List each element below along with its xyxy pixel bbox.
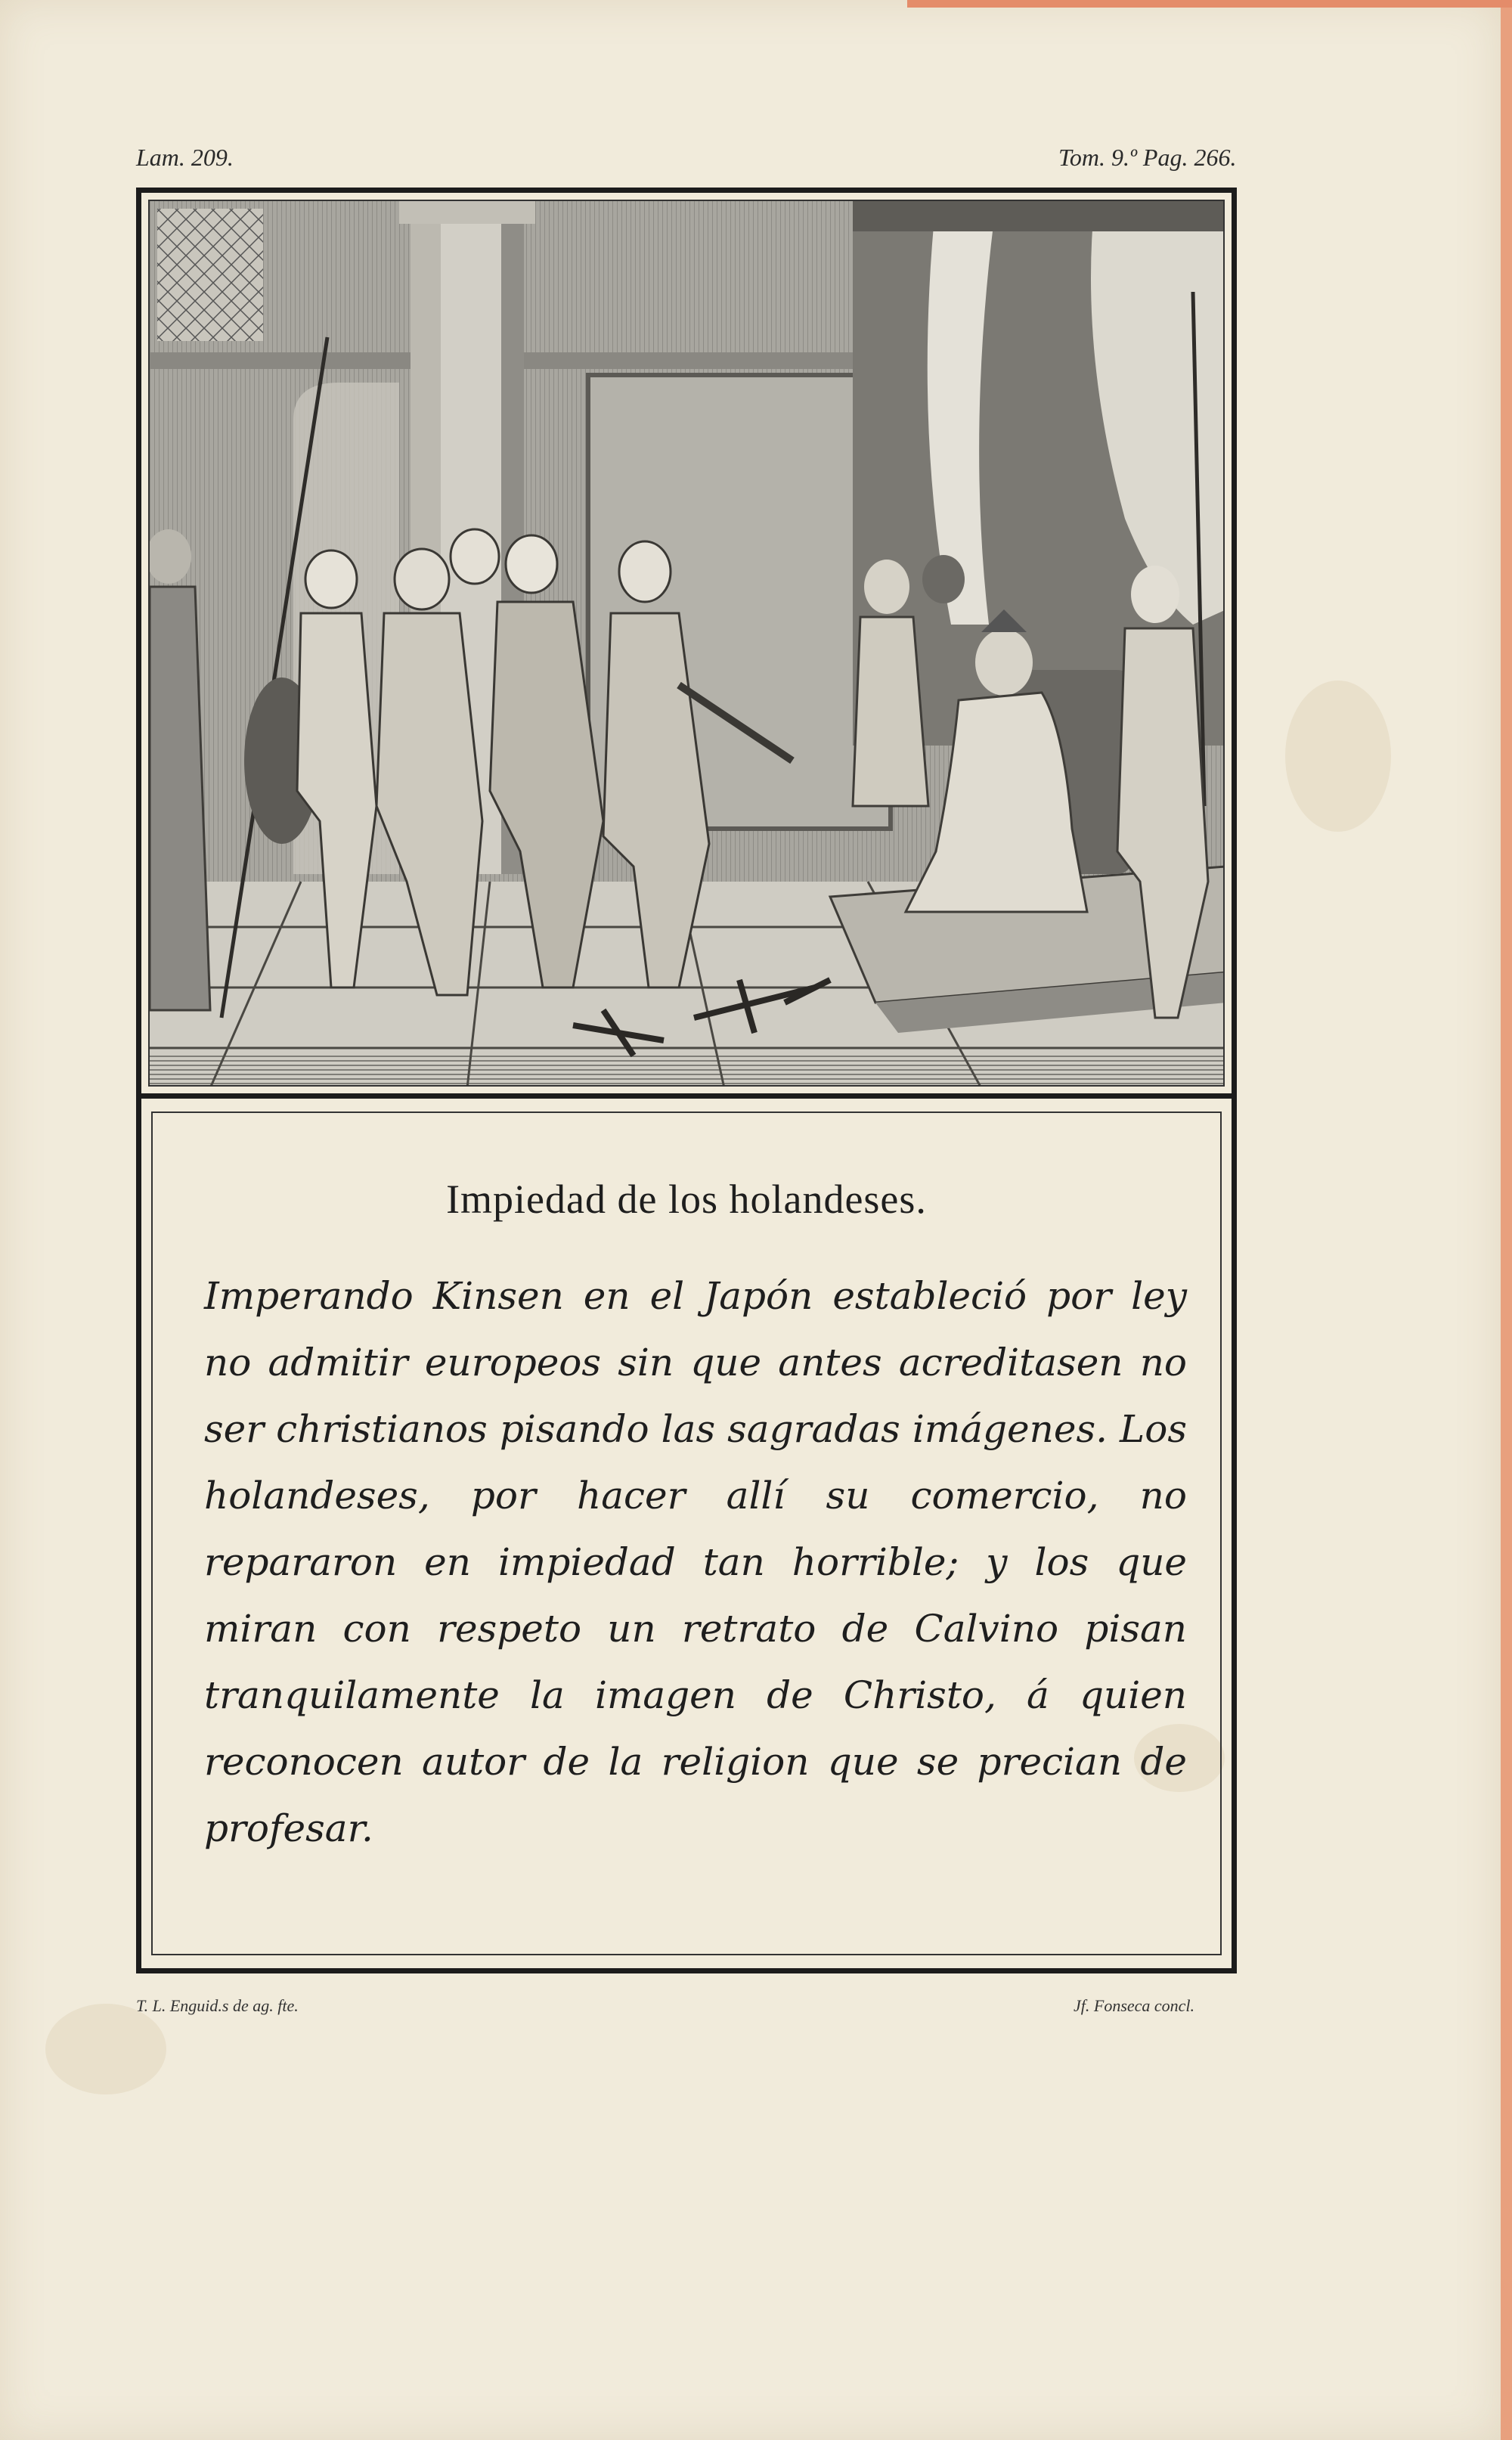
plate-title: Impiedad de los holandeses. [446,1177,927,1222]
volume-page-reference: Tom. 9.º Pag. 266. [1058,144,1237,171]
foxing-stain [45,2004,166,2094]
paper-red-edge-top [907,0,1512,8]
plate-number: Lam. 209. [136,144,234,171]
engraving-scene [148,200,1225,1087]
finisher-credit: Jf. Fonseca concl. [1074,1996,1195,2015]
plate-caption: Imperando Kinsen en el Japón estableció por ley no admitir europeos sin que antes acreditasen no ser christianos pisando las sagradas imágenes. Los holandeses, por hacer allí su comercio, no repararon en impiedad tan horrible; y los que miran con respeto un retrato de Calvino pisan tranquilamente la imagen de Christo, á quien reconocen autor de la religion que se precian de profesar. [204,1274,1187,1850]
engraving-illustration [150,201,1225,1087]
foxing-stain [1285,681,1391,832]
paper-red-edge [1501,0,1512,2440]
seated-ruler-head [975,629,1033,696]
engraver-credit: T. L. Enguid.s de ag. fte. [136,1996,299,2015]
